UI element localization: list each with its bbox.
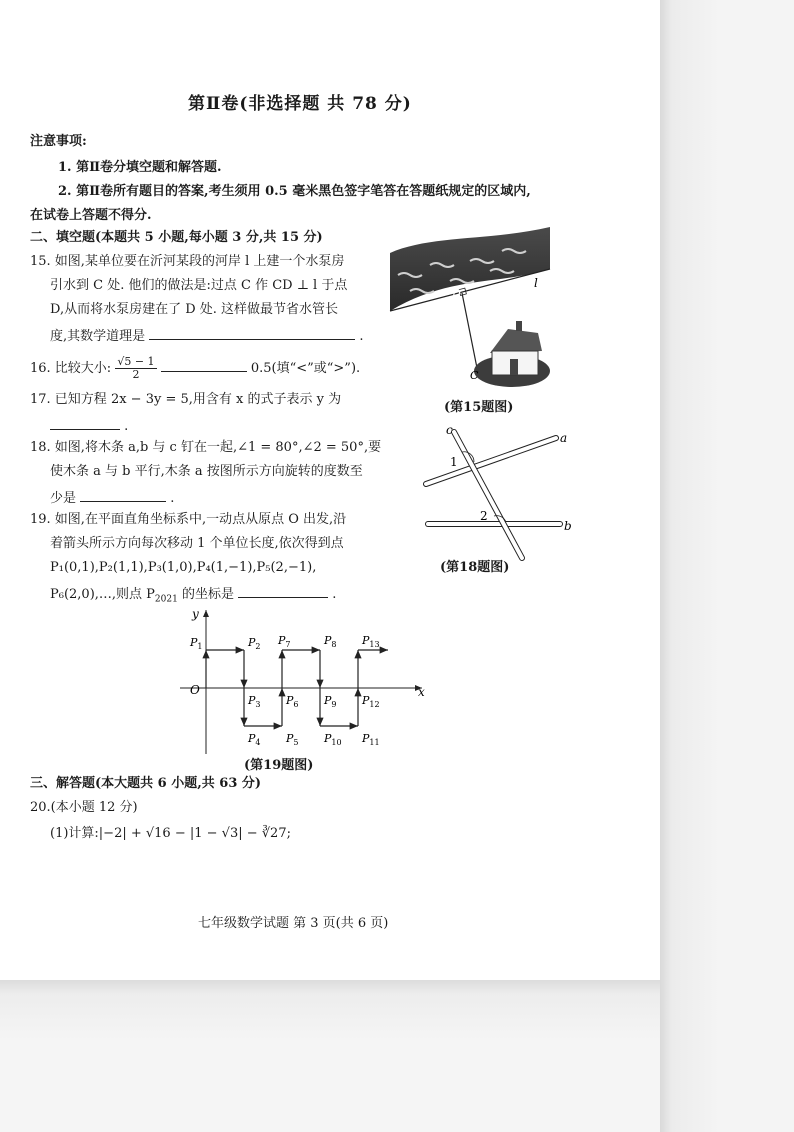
q18-line3-text: 少是 [50, 491, 77, 506]
q19-end: . [332, 587, 337, 602]
label-b-stick: b [564, 519, 572, 533]
point-label-p2: $P_2$ [248, 636, 261, 651]
point-label-p13: $P_{13}$ [362, 634, 380, 649]
pipe-cd [462, 293, 478, 373]
point-label-p12: $P_{12}$ [362, 694, 380, 709]
label-d: D [452, 287, 461, 300]
origin-label: O [190, 683, 200, 697]
q17-answer-blank[interactable] [50, 416, 120, 430]
page-footer: 七年级数学试题 第 3 页(共 6 页) [198, 916, 389, 931]
note-2-continued: 在试卷上答题不得分. [30, 208, 152, 223]
q19-line1: 19. 如图,在平面直角坐标系中,一动点从原点 O 出发,沿 [30, 512, 347, 527]
x-axis-label: x [418, 685, 425, 699]
point-label-p4: $P_4$ [248, 732, 261, 747]
q16-prefix: 16. 比较大小: [30, 361, 112, 376]
q18-line2: 使木条 a 与 b 平行,木条 a 按图所示方向旋转的度数至 [50, 464, 363, 479]
q19-figure [180, 606, 440, 756]
part2-header: 二、填空题(本题共 5 小题,每小题 3 分,共 15 分) [30, 230, 323, 245]
q18-answer-blank[interactable] [80, 488, 166, 502]
point-label-p1: $P_1$ [190, 636, 203, 651]
q17-line1: 17. 已知方程 2x − 3y = 5,用含有 x 的式子表示 y 为 [30, 392, 342, 407]
q17-end: . [124, 419, 129, 434]
q19-line3: P₁(0,1),P₂(1,1),P₃(1,0),P₄(1,−1),P₅(2,−1), [50, 560, 317, 575]
q15-caption: (第15题图) [444, 400, 514, 415]
note-2: 2. 第Ⅱ卷所有题目的答案,考生须用 0.5 毫米黑色签字笔答在答题纸规定的区域内, [58, 184, 531, 199]
q16-answer-blank[interactable] [161, 358, 247, 372]
label-c-stick: c [446, 423, 453, 437]
q16-frac-denominator: 2 [132, 368, 140, 381]
q15-line2: 引水到 C 处. 他们的做法是:过点 C 作 CD ⊥ l 于点 [50, 278, 348, 293]
q18-end: . [170, 491, 175, 506]
q15-line1: 15. 如图,某单位要在沂河某段的河岸 l 上建一个水泵房 [30, 254, 345, 269]
label-c: C [470, 369, 479, 382]
q19-line4-pre: P₆(2,0),…,则点 P [50, 587, 155, 602]
q18-line3 [50, 488, 174, 507]
label-l: l [534, 276, 538, 290]
point-label-p6: $P_6$ [286, 694, 299, 709]
house-door [510, 359, 518, 375]
q15-figure [390, 225, 550, 395]
q19-line4 [50, 584, 336, 608]
q16-frac-numerator: √5 − 1 [117, 355, 155, 368]
house-chimney [516, 321, 522, 331]
notes-header: 注意事项: [30, 134, 87, 149]
page-bottom-shadow [0, 980, 660, 1132]
q19-answer-blank[interactable] [238, 584, 328, 598]
point-label-p3: $P_3$ [248, 694, 261, 709]
point-label-p11: $P_{11}$ [362, 732, 380, 747]
q18-line1: 18. 如图,将木条 a,b 与 c 钉在一起,∠1 = 80°,∠2 = 50°,要 [30, 440, 382, 455]
q18-caption: (第18题图) [440, 560, 510, 575]
point-label-p7: $P_7$ [278, 634, 291, 649]
q19-line2: 着箭头所示方向每次移动 1 个单位长度,依次得到点 [50, 536, 344, 551]
q19-line4-post: 的坐标是 [177, 587, 234, 602]
q17-line2 [50, 416, 128, 435]
house-roof [490, 329, 542, 353]
section-title: 第Ⅱ卷(非选择题 共 78 分) [188, 94, 412, 114]
q16-suffix: 0.5(填“<”或“>”). [250, 361, 361, 376]
point-label-p10: $P_{10}$ [324, 732, 342, 747]
q15-end: . [359, 329, 364, 344]
point-label-p9: $P_9$ [324, 694, 337, 709]
q18-figure [418, 422, 578, 562]
label-a-stick: a [560, 431, 568, 445]
page-edge-shadow [660, 0, 794, 1132]
q19-caption: (第19题图) [244, 758, 314, 773]
part3-header: 三、解答题(本大题共 6 小题,共 63 分) [30, 776, 262, 791]
label-angle-2: 2 [480, 509, 488, 523]
q20-sub1: (1)计算:|−2| + √16 − |1 − √3| − ∛27; [50, 826, 291, 841]
q15-line4-text: 度,其数学道理是 [50, 329, 146, 344]
point-label-p8: $P_8$ [324, 634, 337, 649]
label-angle-1: 1 [450, 455, 458, 469]
q15-answer-blank[interactable] [149, 326, 355, 340]
q20-header: 20.(本小题 12 分) [30, 800, 138, 815]
q15-line3: D,从而将水泵房建在了 D 处. 这样做最节省水管长 [50, 302, 339, 317]
point-label-p5: $P_5$ [286, 732, 299, 747]
y-axis-label: y [192, 607, 199, 621]
q16-line [30, 356, 360, 382]
note-1: 1. 第Ⅱ卷分填空题和解答题. [58, 160, 222, 175]
river-shape [390, 227, 550, 311]
q16-fraction [115, 356, 156, 381]
q15-line4 [50, 326, 364, 345]
q19-line4-sub: 2021 [154, 594, 178, 605]
